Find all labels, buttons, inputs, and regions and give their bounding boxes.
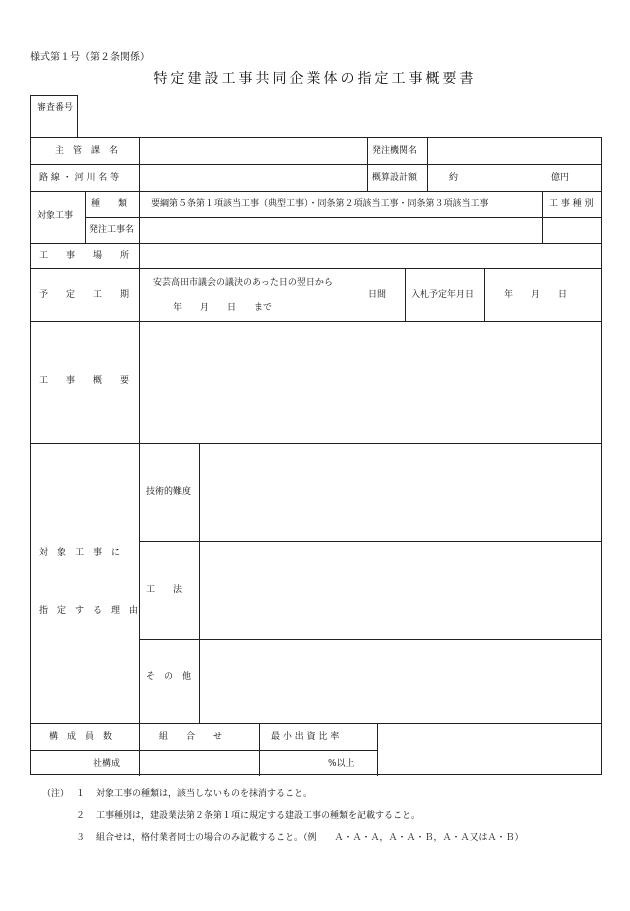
- col-line: [139, 243, 140, 268]
- riyu-label-1: 対 象 工 事 に: [39, 548, 121, 558]
- col-line: [484, 268, 485, 321]
- hatchu-kikan-label: 発注機関名: [372, 146, 418, 156]
- note-text: 工事種別は，建設業法第２条第１項に規定する建設工事の種類を記載すること。: [96, 811, 421, 821]
- shinsa-number-box: [30, 95, 78, 137]
- hatchu-kojimei-label: 発注工事名: [89, 225, 135, 235]
- col-line: [139, 321, 140, 443]
- koho-label: 工 法: [146, 585, 183, 595]
- col-line: [139, 268, 140, 321]
- row-line: [139, 639, 601, 640]
- riyu-label-2: 指 定 す る 理 由: [39, 606, 139, 616]
- row-line: [31, 321, 601, 322]
- kosei-label: 構 成 員 数: [49, 732, 113, 742]
- sonota-label: そ の 他: [146, 672, 192, 682]
- note-number: ３: [76, 833, 86, 843]
- shurui-value: 要綱第５条第１項該当工事（典型工事）・同条第２項該当工事・同条第３項該当工事: [151, 199, 489, 209]
- col-line: [139, 138, 140, 191]
- basho-label: 工 事 場 所: [39, 251, 130, 261]
- row-line: [31, 243, 601, 244]
- gaiyo-label: 工 事 概 要: [39, 376, 130, 386]
- row-line: [31, 164, 601, 165]
- note-number: １: [76, 789, 86, 799]
- kumiawase-label: 組 合 せ: [159, 732, 223, 742]
- col-line: [139, 443, 140, 723]
- kikan-line2: 年 月 日 まで: [173, 303, 273, 313]
- taisho-koji-label: 対象工事: [37, 211, 74, 221]
- row-line: [31, 443, 601, 444]
- shukan-label: 主 管 課 名: [55, 146, 119, 156]
- col-line: [405, 268, 406, 321]
- form-number: 様式第１号（第２条関係）: [30, 52, 150, 63]
- shurui-label: 種 類: [91, 199, 128, 209]
- okuen-label: 億円: [551, 173, 570, 183]
- col-line: [259, 723, 260, 776]
- shinsa-label: 審査番号: [37, 103, 74, 113]
- note-text: 対象工事の種類は，該当しないものを抹消すること。: [96, 789, 313, 799]
- saisho-label: 最 小 出 資 比 率: [271, 732, 340, 742]
- row-line: [31, 723, 601, 724]
- col-line: [367, 138, 368, 191]
- yaku-label: 約: [449, 173, 459, 183]
- rosen-label: 路 線 ・ 河 川 名 等: [39, 173, 120, 183]
- kikan-label: 予 定 工 期: [39, 290, 130, 300]
- notes-label: （注）: [42, 789, 70, 799]
- col-line: [542, 191, 543, 243]
- nyusatsu-value: 年 月 日: [504, 290, 568, 300]
- row-line: [31, 191, 601, 192]
- document-title: 特定建設工事共同企業体の指定工事概要書: [153, 71, 477, 87]
- col-line: [139, 191, 140, 243]
- ijo-label: %以上: [328, 759, 355, 769]
- note-text: 組合せは，格付業者同士の場合のみ記載すること。（例 Ａ・Ａ・Ａ，Ａ・Ａ・Ｂ，Ａ・Ａ又はＡ・Ｂ）: [96, 833, 524, 843]
- nichikan-label: 日間: [368, 290, 387, 300]
- nyusatsu-label: 入札予定年月日: [411, 290, 475, 300]
- row-line: [139, 541, 601, 542]
- col-line: [139, 723, 140, 776]
- note-number: ２: [76, 811, 86, 821]
- gaisan-label: 概算設計額: [372, 173, 418, 183]
- koji-shubetsu-label: 工 事 種 別: [549, 199, 594, 209]
- kikan-line1: 安芸高田市議会の議決のあった日の翌日から: [153, 278, 333, 288]
- row-line: [31, 750, 377, 751]
- col-line: [427, 138, 428, 191]
- row-line: [31, 268, 601, 269]
- gijutsu-label: 技術的難度: [146, 487, 192, 497]
- shakosei-label: 社構成: [93, 759, 121, 769]
- row-line: [85, 217, 601, 218]
- col-line: [377, 723, 378, 776]
- col-line: [199, 443, 200, 723]
- col-line: [85, 191, 86, 243]
- summary-form-table: [30, 137, 602, 775]
